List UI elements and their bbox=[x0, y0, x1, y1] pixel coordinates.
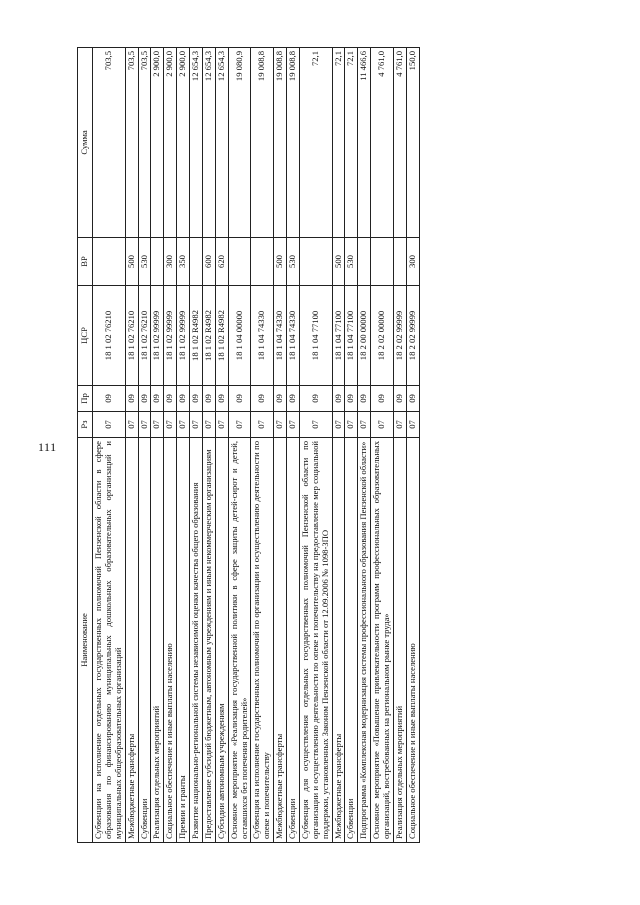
cell-name: Предоставление субсидий бюджетным, автономным учреждениям и иным некоммерческим организациям bbox=[202, 438, 215, 843]
cell-rz: 07 bbox=[228, 412, 251, 438]
cell-rz: 07 bbox=[274, 412, 287, 438]
cell-sum: 703,5 bbox=[138, 48, 151, 238]
cell-rz: 07 bbox=[202, 412, 215, 438]
cell-name: Субвенции на исполнение отдельных государственных полномочий Пензенской области в сфере образования по финансированию муниципальных дошкольных образовательных организаций и муниципальных общеобразовательных организаций bbox=[93, 438, 126, 843]
cell-name: Межбюджетные трансферты bbox=[274, 438, 287, 843]
cell-vr: 500 bbox=[332, 238, 345, 286]
cell-rz: 07 bbox=[358, 412, 371, 438]
table-row bbox=[125, 48, 138, 843]
table-row bbox=[274, 48, 287, 843]
cell-rz: 07 bbox=[138, 412, 151, 438]
cell-csr: 18 1 04 77100 bbox=[299, 286, 332, 386]
cell-name: Социальное обеспечение и иные выплаты населению bbox=[164, 438, 177, 843]
cell-csr: 18 1 04 77100 bbox=[345, 286, 358, 386]
cell-pr: 09 bbox=[190, 386, 203, 412]
cell-rz: 07 bbox=[393, 412, 406, 438]
cell-rz: 07 bbox=[177, 412, 190, 438]
table-row bbox=[151, 48, 164, 843]
cell-sum: 4 761,0 bbox=[371, 48, 394, 238]
table-row bbox=[358, 48, 371, 843]
cell-sum: 12 654,3 bbox=[202, 48, 215, 238]
cell-name: Реализация отдельных мероприятий bbox=[393, 438, 406, 843]
cell-csr: 18 1 02 76210 bbox=[138, 286, 151, 386]
cell-sum: 12 654,3 bbox=[215, 48, 228, 238]
cell-vr: 530 bbox=[287, 238, 300, 286]
cell-sum: 72,1 bbox=[345, 48, 358, 238]
cell-csr: 18 1 02 R4982 bbox=[202, 286, 215, 386]
cell-rz: 07 bbox=[215, 412, 228, 438]
cell-pr: 09 bbox=[287, 386, 300, 412]
table-row bbox=[287, 48, 300, 843]
cell-pr: 09 bbox=[138, 386, 151, 412]
cell-vr bbox=[190, 238, 203, 286]
cell-pr: 09 bbox=[358, 386, 371, 412]
cell-pr: 09 bbox=[299, 386, 332, 412]
cell-sum: 2 900,0 bbox=[177, 48, 190, 238]
cell-name: Основное мероприятие «Реализация государственной политики в сфере защиты детей-сирот и детей, оставшихся без попечения родителей» bbox=[228, 438, 251, 843]
table-row bbox=[371, 48, 394, 843]
table-row bbox=[93, 48, 126, 843]
table-row bbox=[202, 48, 215, 843]
cell-vr bbox=[393, 238, 406, 286]
cell-name: Субвенции bbox=[287, 438, 300, 843]
rotated-table-container bbox=[77, 48, 592, 843]
cell-rz: 07 bbox=[125, 412, 138, 438]
table-row bbox=[332, 48, 345, 843]
cell-csr: 18 1 02 76210 bbox=[93, 286, 126, 386]
header-vr: ВР bbox=[78, 238, 93, 286]
cell-rz: 07 bbox=[251, 412, 274, 438]
cell-csr: 18 2 02 99999 bbox=[406, 286, 419, 386]
table-row bbox=[138, 48, 151, 843]
cell-rz: 07 bbox=[299, 412, 332, 438]
cell-rz: 07 bbox=[371, 412, 394, 438]
cell-pr: 09 bbox=[332, 386, 345, 412]
table-row bbox=[190, 48, 203, 843]
cell-csr: 18 1 04 00000 bbox=[228, 286, 251, 386]
cell-pr: 09 bbox=[228, 386, 251, 412]
cell-vr bbox=[251, 238, 274, 286]
cell-sum: 72,1 bbox=[299, 48, 332, 238]
cell-pr: 09 bbox=[251, 386, 274, 412]
cell-csr: 18 1 04 77100 bbox=[332, 286, 345, 386]
cell-pr: 09 bbox=[164, 386, 177, 412]
cell-sum: 19 008,8 bbox=[251, 48, 274, 238]
table-body bbox=[93, 48, 420, 843]
cell-vr: 620 bbox=[215, 238, 228, 286]
cell-name: Реализация отдельных мероприятий bbox=[151, 438, 164, 843]
cell-rz: 07 bbox=[164, 412, 177, 438]
cell-vr: 300 bbox=[164, 238, 177, 286]
header-rz: Рз bbox=[78, 412, 93, 438]
cell-name: Социальное обеспечение и иные выплаты населению bbox=[406, 438, 419, 843]
cell-sum: 19 080,9 bbox=[228, 48, 251, 238]
cell-csr: 18 1 04 74330 bbox=[274, 286, 287, 386]
cell-csr: 18 1 02 99999 bbox=[164, 286, 177, 386]
header-pr: Пр bbox=[78, 386, 93, 412]
cell-csr: 18 1 02 R4982 bbox=[190, 286, 203, 386]
cell-pr: 09 bbox=[274, 386, 287, 412]
budget-table bbox=[77, 47, 420, 843]
cell-rz: 07 bbox=[406, 412, 419, 438]
cell-sum: 4 761,0 bbox=[393, 48, 406, 238]
cell-rz: 07 bbox=[93, 412, 126, 438]
cell-name: Субвенции bbox=[345, 438, 358, 843]
cell-name: Премии и гранты bbox=[177, 438, 190, 843]
cell-vr bbox=[299, 238, 332, 286]
cell-vr bbox=[371, 238, 394, 286]
cell-rz: 07 bbox=[287, 412, 300, 438]
cell-csr: 18 1 04 74330 bbox=[251, 286, 274, 386]
cell-rz: 07 bbox=[151, 412, 164, 438]
cell-vr bbox=[93, 238, 126, 286]
cell-sum: 19 008,8 bbox=[287, 48, 300, 238]
cell-csr: 18 1 02 99999 bbox=[151, 286, 164, 386]
table-row bbox=[215, 48, 228, 843]
cell-sum: 703,5 bbox=[93, 48, 126, 238]
cell-vr: 600 bbox=[202, 238, 215, 286]
cell-name: Субвенции bbox=[138, 438, 151, 843]
cell-csr: 18 2 02 00000 bbox=[371, 286, 394, 386]
cell-csr: 18 2 02 99999 bbox=[393, 286, 406, 386]
cell-pr: 09 bbox=[371, 386, 394, 412]
cell-sum: 2 900,0 bbox=[164, 48, 177, 238]
header-csr: ЦСР bbox=[78, 286, 93, 386]
cell-vr: 500 bbox=[274, 238, 287, 286]
cell-csr: 18 1 02 76210 bbox=[125, 286, 138, 386]
table-row bbox=[177, 48, 190, 843]
cell-sum: 2 900,0 bbox=[151, 48, 164, 238]
cell-name: Развитие национально-региональной системы независимой оценки качества общего образования bbox=[190, 438, 203, 843]
table-row bbox=[345, 48, 358, 843]
cell-pr: 09 bbox=[151, 386, 164, 412]
cell-name: Субвенция на исполнение государственных полномочий по организации и осуществлению деятельности по опеке и попечительству bbox=[251, 438, 274, 843]
cell-sum: 19 008,8 bbox=[274, 48, 287, 238]
cell-pr: 09 bbox=[393, 386, 406, 412]
table-row bbox=[406, 48, 419, 843]
cell-pr: 09 bbox=[406, 386, 419, 412]
cell-pr: 09 bbox=[125, 386, 138, 412]
cell-name: Межбюджетные трансферты bbox=[332, 438, 345, 843]
cell-csr: 18 1 02 R4982 bbox=[215, 286, 228, 386]
cell-sum: 11 466,6 bbox=[358, 48, 371, 238]
cell-vr bbox=[228, 238, 251, 286]
cell-pr: 09 bbox=[177, 386, 190, 412]
cell-pr: 09 bbox=[345, 386, 358, 412]
cell-name: Подпрограмма «Комплексная модернизация системы профессионального образования Пензенской области» bbox=[358, 438, 371, 843]
table-row bbox=[164, 48, 177, 843]
table-row bbox=[393, 48, 406, 843]
table-header-row bbox=[78, 48, 93, 843]
page-number: 111 bbox=[38, 440, 57, 454]
cell-vr: 300 bbox=[406, 238, 419, 286]
cell-sum: 150,0 bbox=[406, 48, 419, 238]
cell-vr bbox=[151, 238, 164, 286]
table-row bbox=[228, 48, 251, 843]
cell-csr: 18 1 02 99999 bbox=[177, 286, 190, 386]
cell-csr: 18 1 04 74330 bbox=[287, 286, 300, 386]
table-row bbox=[299, 48, 332, 843]
cell-name: Субвенция для осуществления отдельных государственных полномочий Пензенской области по организации и осуществлению деятельности по опеке и попечительству на предоставление мер социальной поддержки, установленных Законом Пензенской области от 12.09.2006 № 1098-ЗПО bbox=[299, 438, 332, 843]
cell-pr: 09 bbox=[202, 386, 215, 412]
cell-rz: 07 bbox=[345, 412, 358, 438]
cell-sum: 12 654,3 bbox=[190, 48, 203, 238]
cell-name: Основное мероприятие «Повышение привлекательности программ профессиональных образовательных организаций, востребованных на региональном рынке труда» bbox=[371, 438, 394, 843]
cell-csr: 18 2 00 00000 bbox=[358, 286, 371, 386]
cell-name: Субсидии автономным учреждениям bbox=[215, 438, 228, 843]
cell-vr: 350 bbox=[177, 238, 190, 286]
header-name: Наименование bbox=[78, 438, 93, 843]
cell-pr: 09 bbox=[93, 386, 126, 412]
cell-sum: 703,5 bbox=[125, 48, 138, 238]
cell-vr: 530 bbox=[138, 238, 151, 286]
cell-sum: 72,1 bbox=[332, 48, 345, 238]
table-row bbox=[251, 48, 274, 843]
cell-pr: 09 bbox=[215, 386, 228, 412]
cell-rz: 07 bbox=[332, 412, 345, 438]
cell-vr: 500 bbox=[125, 238, 138, 286]
cell-name: Межбюджетные трансферты bbox=[125, 438, 138, 843]
cell-rz: 07 bbox=[190, 412, 203, 438]
cell-vr bbox=[358, 238, 371, 286]
cell-vr: 530 bbox=[345, 238, 358, 286]
header-sum: Сумма bbox=[78, 48, 93, 238]
